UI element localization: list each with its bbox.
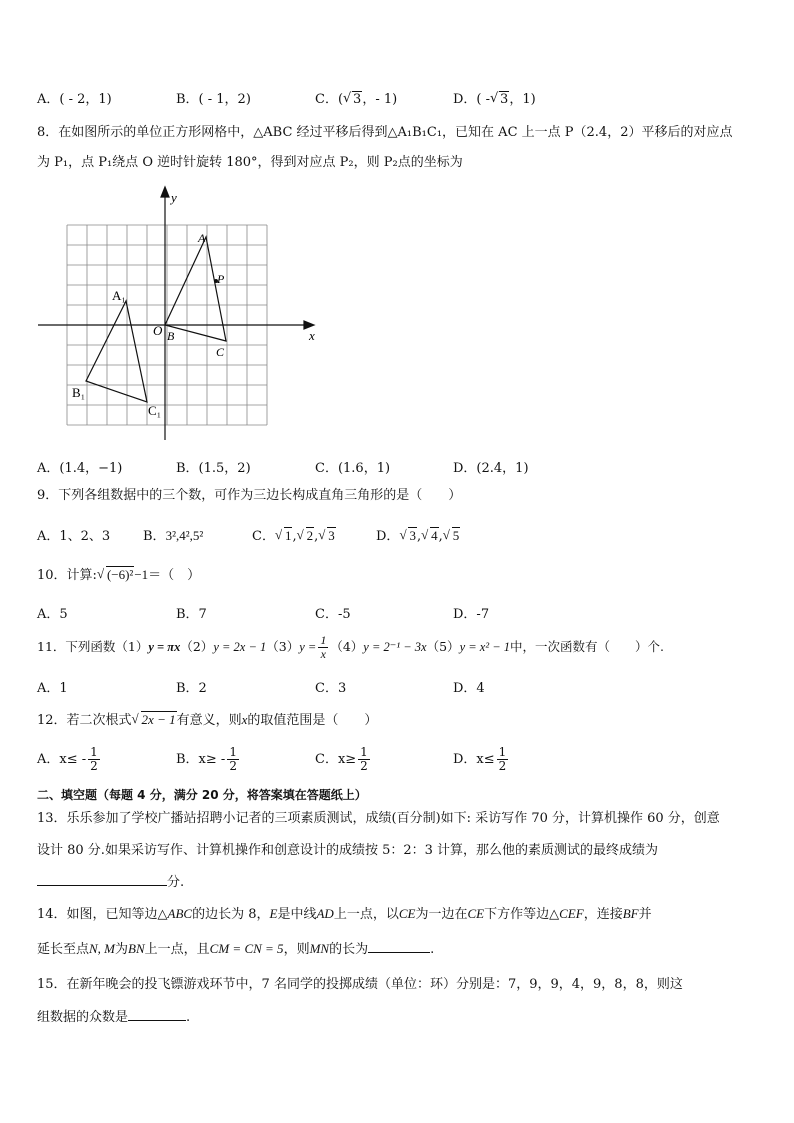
q9-option-a: A．1、2、3 (37, 529, 111, 544)
q11-option-a: A．1 (37, 681, 68, 696)
q14-answer-blank[interactable] (368, 938, 430, 953)
label-c1: C₁ (148, 403, 162, 418)
q7-option-d: D．( -√ 3，1) (453, 88, 536, 107)
q9-stem: 9．下列各组数据中的三个数，可作为三边长构成直角三角形的是（ ） (37, 488, 462, 503)
q8-option-c: C．(1.6，1) (315, 461, 391, 476)
x-axis-label: x (309, 328, 315, 343)
q11-option-b: B．2 (176, 681, 207, 696)
q10-option-a: A．5 (37, 607, 68, 622)
q13-answer-blank[interactable] (37, 871, 167, 886)
q12-option-c: C．x≥ $\frac{1}{2}$ (315, 745, 368, 773)
q13-answer: 分. (37, 870, 184, 896)
q10-option-b: B．7 (176, 607, 207, 622)
label-p: P (217, 272, 225, 286)
q10-option-c: C．-5 (315, 607, 351, 622)
q7-option-c: C．(√ 3，- 1) (315, 88, 397, 107)
q8-stem-line1: 8．在如图所示的单位正方形网格中，△ABC 经过平移后得到△A₁B₁C₁，已知在 AC 上一点 P（2.4，2）平移后的对应点 (37, 125, 733, 140)
label-c: C (216, 345, 225, 359)
origin-label: O (153, 323, 163, 338)
q12-option-a: A．x≤ - $\frac{1}{2}$ (37, 745, 98, 773)
q9-option-c: C．√ 1,√ 2,√ 3 (252, 525, 336, 544)
label-b: B (167, 329, 175, 343)
q7-option-a: A．( - 2，1) (37, 92, 112, 107)
q12-stem: 12．若二次根式√ 2x − 1有意义，则x的取值范围是（ ） (37, 707, 377, 734)
triangle-a1b1c1 (86, 301, 147, 402)
label-a1: A₁ (112, 288, 126, 303)
q8-stem-line2: 为 P₁，点 P₁绕点 O 逆时针旋转 180°，得到对应点 P₂，则 P₂点的坐标为 (37, 155, 463, 170)
q13-stem-line1: 13．乐乐参加了学校广播站招聘小记者的三项素质测试，成绩(百分制)如下: 采访写作 70 分，计算机操作 60 分，创意 (37, 811, 720, 826)
q10-stem: 10．计算:√ (−6)²−1＝（ ） (37, 562, 200, 589)
label-a: A (198, 231, 206, 245)
q11-option-c: C．3 (315, 681, 347, 696)
q8-grid-figure (30, 185, 330, 445)
section-2-heading: 二、填空题（每题 4 分，满分 20 分，将答案填在答题纸上） (37, 788, 367, 802)
q8-option-d: D．(2.4，1) (453, 461, 529, 476)
q12-option-d: D．x≤ $\frac{1}{2}$ (453, 745, 507, 773)
q11-option-d: D．4 (453, 681, 485, 696)
q15-stem-line2: 组数据的众数是 . (37, 1005, 190, 1031)
q9-option-b: B．3²,4²,5² (143, 528, 204, 544)
q13-stem-line2: 设计 80 分.如果采访写作、计算机操作和创意设计的成绩按 5：2：3 计算，那么他的素质测试的最终成绩为 (37, 843, 659, 858)
y-axis-arrow (161, 187, 169, 197)
q14-stem-line1: 14．如图，已知等边△ABC的边长为 8，E是中线AD上一点，以CE为一边在CE下方作等边△CEF，连接BF并 (37, 906, 652, 922)
q8-option-b: B．(1.5，2) (176, 461, 251, 476)
q14-stem-line2: 延长至点N, M为BN上一点，且CM = CN = 5，则MN的长为 . (37, 936, 434, 963)
q15-stem-line1: 15．在新年晚会的投飞镖游戏环节中，7 名同学的投掷成绩（单位：环）分别是：7，9，9，4，9，8，8，则这 (37, 977, 683, 992)
q10-option-d: D．-7 (453, 607, 490, 622)
q9-option-d: D．√ 3,√ 4,√ 5 (376, 525, 460, 544)
y-axis-label: y (171, 190, 177, 205)
q15-answer-blank[interactable] (128, 1006, 186, 1021)
q8-option-a: A．(1.4，−1) (37, 461, 123, 476)
q12-option-b: B．x≥ - $\frac{1}{2}$ (176, 745, 237, 773)
q11-stem: 11．下列函数（1）y = πx（2）y = 2x − 1（3）y = $\frac{1}{x}$ （4）y = 2⁻¹ − 3x（5）y = x² − 1中，一次函数有（ ）个. (37, 633, 665, 661)
q7-option-b: B．( - 1，2) (176, 92, 251, 107)
label-b1: B₁ (72, 385, 86, 400)
